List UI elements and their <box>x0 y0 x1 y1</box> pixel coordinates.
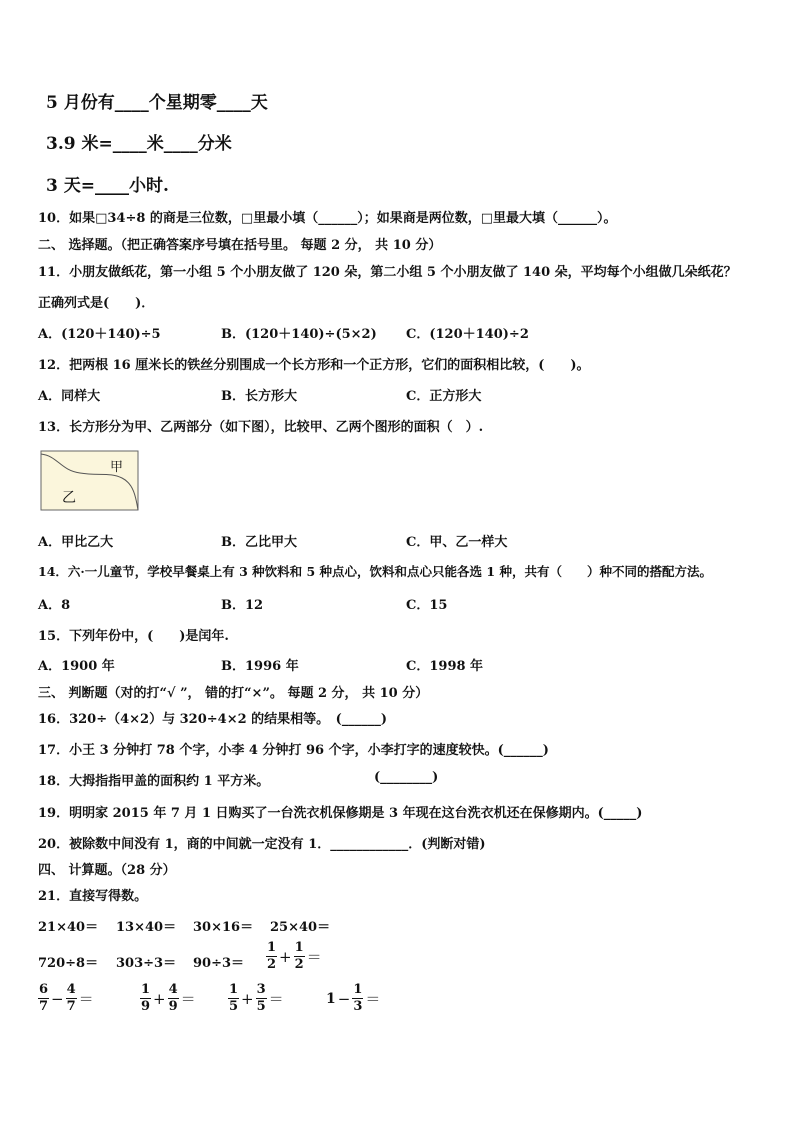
question-11: 11．小朋友做纸花，第一小组 5 个小朋友做了 120 朵，第二小组 5 个小朋友做了 140 朵，平均每个小组做几朵纸花？ <box>38 265 737 280</box>
q11-option-a: A．(120＋140)÷5 <box>38 327 161 342</box>
numerator: 1 <box>352 982 363 999</box>
denominator: 3 <box>353 999 363 1015</box>
question-16: 16．320÷（4×2）与 320÷4×2 的结果相等。 (______) <box>38 712 387 727</box>
denominator: 5 <box>229 999 239 1015</box>
q15-option-b: B．1996 年 <box>221 659 299 674</box>
fraction-expression <box>326 982 382 1016</box>
question-18: 18．大拇指指甲盖的面积约 1 平方米。 <box>38 774 270 789</box>
question-13: 13．长方形分为甲、乙两部分（如下图），比较甲、乙两个图形的面积（ ）. <box>38 420 484 435</box>
fraction <box>228 982 239 1016</box>
calc-item: 13×40＝ <box>116 920 177 935</box>
denominator: 9 <box>141 999 151 1015</box>
denominator: 9 <box>168 999 178 1015</box>
fraction <box>38 982 49 1016</box>
numerator: 6 <box>38 982 49 999</box>
question-10: 10．如果□34÷8 的商是三位数，□里最小填（______）；如果商是两位数，□里最大填（______）。 <box>38 211 617 226</box>
calc-item: 303÷3＝ <box>116 956 177 971</box>
section-4-heading: 四、 计算题。（28 分） <box>38 863 176 878</box>
operator: + <box>153 989 166 1008</box>
fraction <box>66 982 77 1016</box>
question-19: 19．明明家 2015 年 7 月 1 日购买了一台洗衣机保修期是 3 年现在这台洗衣机还在保修期内。(_____) <box>38 806 643 821</box>
figure-label-yi: 乙 <box>62 490 76 506</box>
q11-option-c: C．(120＋140)÷2 <box>406 327 529 342</box>
denominator: 7 <box>66 999 76 1015</box>
section-3-heading: 三、 判断题（对的打“√ ”， 错的打“×”。 每题 2 分， 共 10 分） <box>38 686 429 701</box>
figure-label-jia: 甲 <box>110 460 124 475</box>
fraction-expression <box>228 982 286 1016</box>
whole-number: 1 <box>326 990 336 1007</box>
rectangle-figure <box>40 450 140 512</box>
q12-option-c: C．正方形大 <box>406 389 482 404</box>
calc-item: 30×16＝ <box>193 920 254 935</box>
question-14: 14．六·一儿童节，学校早餐桌上有 3 种饮料和 5 种点心，饮料和点心只能各选 1 种，共有（ ）种不同的搭配方法。 <box>38 564 712 579</box>
numerator: 4 <box>168 982 179 999</box>
numerator: 4 <box>66 982 77 999</box>
question-17: 17．小王 3 分钟打 78 个字，小李 4 分钟打 96 个字，小李打字的速度较快。(______) <box>38 743 549 758</box>
q13-option-c: C．甲、乙一样大 <box>406 535 508 550</box>
calc-item: 25×40＝ <box>270 920 331 935</box>
q11-option-b: B．(120＋140)÷(5×2) <box>221 327 377 342</box>
equals-sign: ＝ <box>78 990 94 1009</box>
denominator: 2 <box>267 957 277 973</box>
numerator: 1 <box>228 982 239 999</box>
equals-sign: ＝ <box>180 990 196 1009</box>
fraction <box>256 982 267 1016</box>
equals-sign: ＝ <box>365 990 381 1009</box>
question-15: 15．下列年份中，( )是闰年. <box>38 629 229 644</box>
numerator: 1 <box>266 940 277 957</box>
numerator: 3 <box>256 982 267 999</box>
fraction <box>294 940 305 974</box>
fill-in-question-may-weeks: 5 月份有____个星期零____天 <box>46 93 268 113</box>
q15-option-a: A．1900 年 <box>38 659 115 674</box>
numerator: 1 <box>294 940 305 957</box>
denominator: 7 <box>39 999 49 1015</box>
q15-option-c: C．1998 年 <box>406 659 484 674</box>
question-20: 20．被除数中间没有 1，商的中间就一定没有 1．____________．(判断对错) <box>38 837 486 852</box>
q14-option-b: B．12 <box>221 598 264 613</box>
fill-in-question-meters: 3.9 米=____米____分米 <box>46 134 232 154</box>
equals-sign: ＝ <box>268 990 284 1009</box>
operator: − <box>51 989 64 1008</box>
operator: − <box>337 989 351 1008</box>
numerator: 1 <box>140 982 151 999</box>
fraction <box>266 940 277 974</box>
fraction <box>168 982 179 1016</box>
q13-option-b: B．乙比甲大 <box>221 535 297 550</box>
question-11-prompt: 正确列式是( )． <box>38 296 155 311</box>
section-2-heading: 二、 选择题。（把正确答案序号填在括号里。 每题 2 分， 共 10 分） <box>38 238 442 253</box>
q14-option-c: C．15 <box>406 598 448 613</box>
question-18-answer-blank: (________) <box>374 770 439 785</box>
q12-option-a: A．同样大 <box>38 389 101 404</box>
fraction-expression <box>140 982 198 1016</box>
q12-option-b: B．长方形大 <box>221 389 297 404</box>
fraction <box>352 982 363 1016</box>
fraction <box>140 982 151 1016</box>
question-21: 21．直接写得数。 <box>38 889 148 904</box>
q13-option-a: A．甲比乙大 <box>38 535 114 550</box>
q14-option-a: A．8 <box>38 598 71 613</box>
fraction-expression <box>38 982 96 1016</box>
calc-item: 21×40＝ <box>38 920 99 935</box>
operator: + <box>241 989 254 1008</box>
question-12: 12．把两根 16 厘米长的铁丝分别围成一个长方形和一个正方形，它们的面积相比较，( )。 <box>38 358 590 373</box>
equals-sign: ＝ <box>306 948 322 967</box>
fraction-expression <box>266 940 324 974</box>
calc-item: 720÷8＝ <box>38 956 99 971</box>
calc-item: 90÷3＝ <box>193 956 245 971</box>
denominator: 5 <box>256 999 266 1015</box>
fill-in-question-days-hours: 3 天=____小时. <box>46 176 169 196</box>
denominator: 2 <box>294 957 304 973</box>
operator: + <box>279 947 292 966</box>
